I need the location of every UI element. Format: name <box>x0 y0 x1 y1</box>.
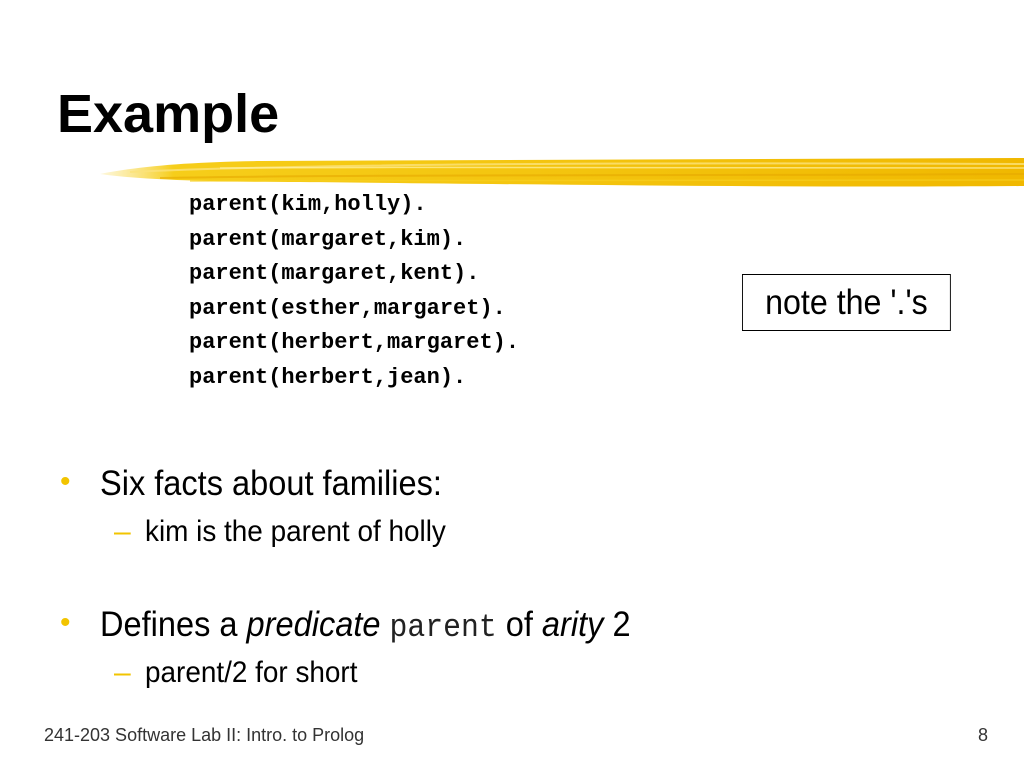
prolog-code-block <box>189 188 519 395</box>
code-line: parent(kim,holly). <box>189 192 427 217</box>
sub-bullet-marker: – <box>114 515 131 548</box>
bullet-text-six-facts: Six facts about families: <box>100 464 442 503</box>
text-run: Defines a <box>100 605 247 644</box>
emphasis-arity: arity <box>541 605 604 644</box>
text-run: 2 <box>603 605 631 644</box>
bullet-text-defines-predicate <box>100 605 631 648</box>
footer-course-title: 241-203 Software Lab II: Intro. to Prolog <box>44 725 365 745</box>
slide-number: 8 <box>977 725 988 745</box>
code-line: parent(herbert,jean). <box>189 364 467 390</box>
text-run <box>380 605 389 644</box>
sub-bullet-marker: – <box>114 656 131 689</box>
note-callout-box: note the '.'s <box>742 274 951 331</box>
slide-title: Example <box>57 84 280 144</box>
bullet-marker: • <box>60 606 71 639</box>
bullet-marker: • <box>60 465 71 498</box>
text-run: of <box>496 605 542 644</box>
emphasis-predicate: predicate <box>246 605 381 644</box>
code-parent: parent <box>389 609 497 646</box>
sub-bullet-text-short: parent/2 for short <box>145 656 358 689</box>
code-line: parent(esther,margaret). <box>189 295 506 321</box>
code-line: parent(margaret,kim). <box>189 226 467 252</box>
code-line: parent(herbert,margaret). <box>189 330 520 355</box>
code-line: parent(margaret,kent). <box>189 261 480 286</box>
sub-bullet-text-kim-parent: kim is the parent of holly <box>145 515 446 548</box>
